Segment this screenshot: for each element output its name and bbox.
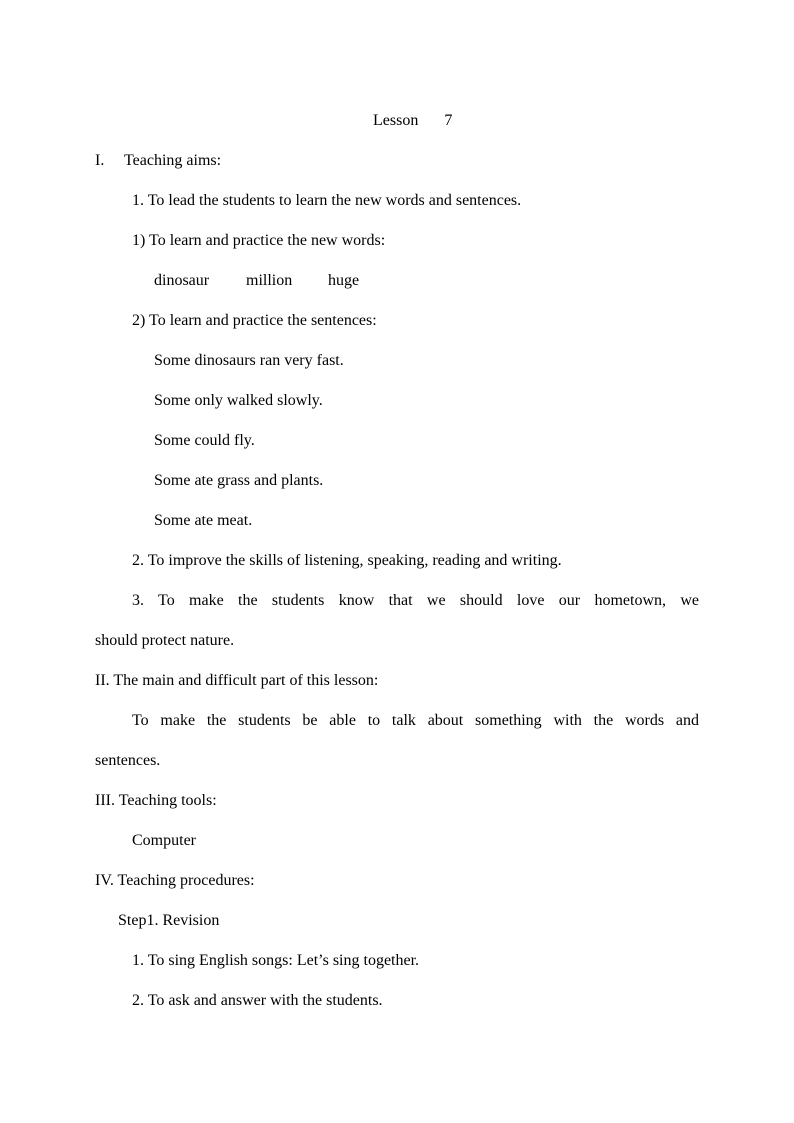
lesson-title [373, 111, 452, 131]
section-3-body: Computer [132, 832, 196, 849]
sentence-item: Some ate meat. [154, 512, 253, 529]
lesson-title-number: 7 [444, 112, 453, 129]
new-word: huge [328, 272, 360, 289]
lesson-title-word: Lesson [373, 112, 419, 129]
aim-item-3-line-1: 3. To make the students know that we should love our hometown, we [132, 592, 699, 609]
section-2-heading: II. The main and difficult part of this lesson: [95, 672, 379, 689]
new-word: dinosaur [154, 272, 210, 289]
section-1-title: Teaching aims: [124, 152, 222, 169]
sentence-item: Some dinosaurs ran very fast. [154, 352, 344, 369]
new-words-list [154, 271, 359, 291]
section-2-body-line-2: sentences. [95, 752, 161, 769]
aim-subitem-2: 2) To learn and practice the sentences: [132, 312, 377, 329]
step-1-heading: Step1. Revision [118, 912, 220, 929]
section-2-body-line-1: To make the students be able to talk about something with the words and [132, 712, 699, 729]
sentence-item: Some could fly. [154, 432, 255, 449]
aim-item-1: 1. To lead the students to learn the new words and sentences. [132, 192, 522, 209]
sentence-item: Some only walked slowly. [154, 392, 323, 409]
aim-item-3-line-2: should protect nature. [95, 632, 235, 649]
aim-subitem-1: 1) To learn and practice the new words: [132, 232, 386, 249]
procedure-item-1: 1. To sing English songs: Let’s sing together. [132, 952, 420, 969]
procedure-item-2: 2. To ask and answer with the students. [132, 992, 383, 1009]
new-word: million [246, 272, 293, 289]
section-4-heading: IV. Teaching procedures: [95, 872, 255, 889]
section-1-heading [95, 151, 221, 171]
aim-item-2: 2. To improve the skills of listening, speaking, reading and writing. [132, 552, 562, 569]
section-1-numeral: I. [95, 152, 105, 169]
sentence-item: Some ate grass and plants. [154, 472, 324, 489]
section-3-heading: III. Teaching tools: [95, 792, 217, 809]
